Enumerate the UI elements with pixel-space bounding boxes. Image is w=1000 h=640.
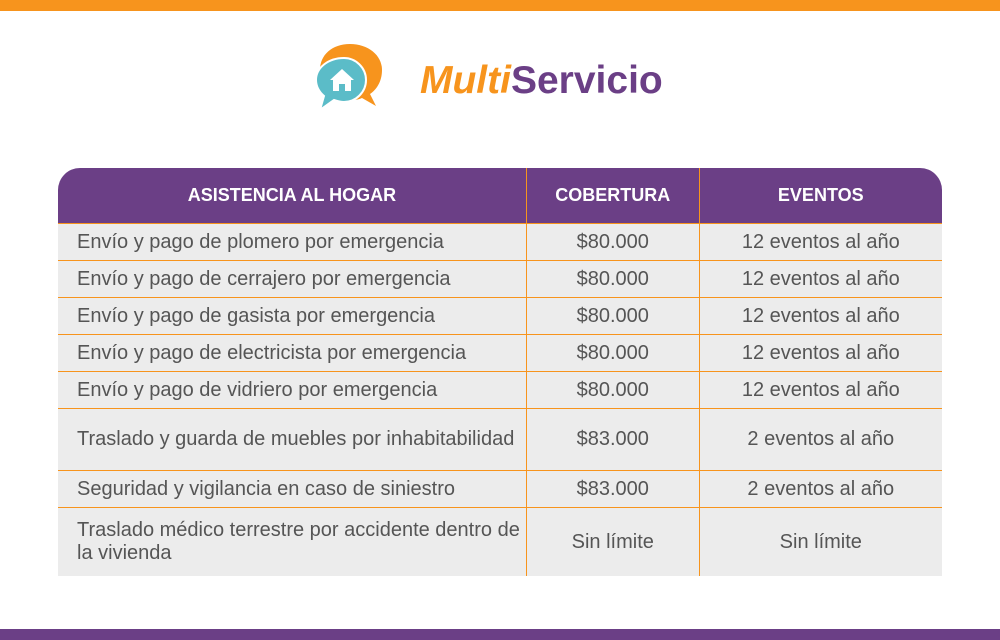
cell-events: 2 eventos al año (699, 409, 942, 470)
cell-coverage: $83.000 (526, 471, 699, 507)
cell-service: Envío y pago de electricista por emergencia (77, 341, 467, 364)
table-row (58, 223, 942, 260)
cell-coverage: $80.000 (526, 372, 699, 408)
table-row (58, 260, 942, 297)
house-chat-bubble-icon (310, 40, 386, 116)
cell-events: Sin límite (699, 508, 942, 576)
header-eventos: EVENTOS (699, 168, 942, 223)
cell-events: 2 eventos al año (699, 471, 942, 507)
cell-coverage: $80.000 (526, 335, 699, 371)
cell-events: 12 eventos al año (699, 261, 942, 297)
header-asistencia: ASISTENCIA AL HOGAR (187, 185, 397, 205)
cell-service: Envío y pago de plomero por emergencia (77, 230, 444, 253)
cell-service: Envío y pago de vidriero por emergencia (77, 378, 438, 401)
table-row (58, 507, 942, 576)
cell-events: 12 eventos al año (699, 372, 942, 408)
cell-coverage: $83.000 (526, 409, 699, 470)
cell-service: Envío y pago de gasista por emergencia (77, 304, 435, 327)
cell-events: 12 eventos al año (699, 335, 942, 371)
brand-name (420, 58, 663, 104)
cell-coverage: Sin límite (526, 508, 699, 576)
brand-name-multi: Multi (420, 59, 511, 102)
cell-service: Traslado médico terrestre por accidente dentro de la vivienda (77, 519, 520, 564)
table-row (58, 297, 942, 334)
header-cobertura: COBERTURA (526, 168, 699, 223)
cell-service: Traslado y guarda de muebles por inhabitabilidad (77, 428, 515, 450)
table-row (58, 470, 942, 507)
cell-coverage: $80.000 (526, 298, 699, 334)
cell-coverage: $80.000 (526, 224, 699, 260)
table-row (58, 334, 942, 371)
cell-coverage: $80.000 (526, 261, 699, 297)
coverage-table (58, 168, 942, 576)
table-row (58, 371, 942, 408)
top-accent-bar (0, 0, 1000, 11)
table-row (58, 408, 942, 470)
cell-service: Seguridad y vigilancia en caso de siniestro (77, 477, 455, 500)
cell-events: 12 eventos al año (699, 298, 942, 334)
bottom-accent-bar (0, 629, 1000, 640)
table-header-row (58, 168, 942, 223)
cell-events: 12 eventos al año (699, 224, 942, 260)
cell-service: Envío y pago de cerrajero por emergencia (77, 267, 451, 290)
brand-name-servicio: Servicio (510, 59, 663, 102)
